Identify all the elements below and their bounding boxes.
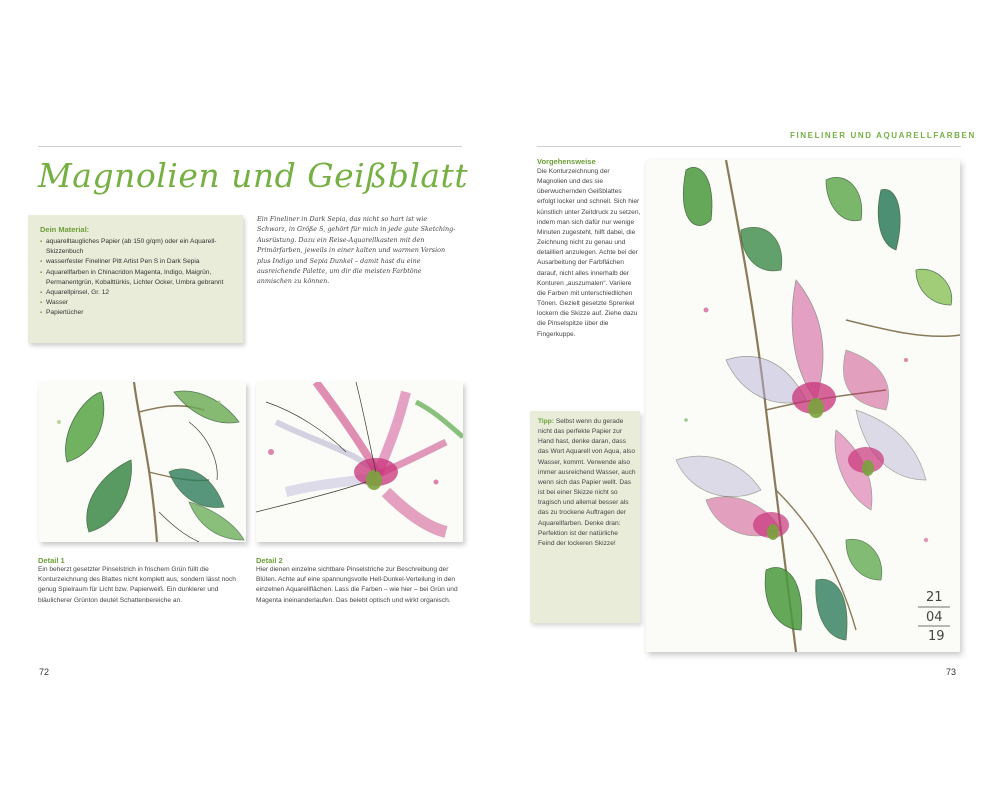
leaf-sketch-image — [39, 382, 246, 542]
detail2-illustration — [256, 382, 463, 542]
left-top-rule — [38, 146, 462, 147]
material-item: ▪ Wasser — [40, 298, 238, 308]
material-item: ▪ Aquarellpinsel, Gr. 12 — [40, 288, 238, 298]
magnolia-honeysuckle-painting — [646, 160, 960, 652]
page-number-right: 73 — [946, 667, 957, 677]
date-month: 04 — [926, 610, 943, 625]
page-number-left: 72 — [39, 667, 50, 677]
detail1-caption — [38, 556, 246, 606]
material-heading: Dein Material: — [40, 225, 90, 234]
detail2-text: Hier dienen einzelne sichtbare Pinselstriche zur Beschreibung der Blüten. Achte auf eine spannungsvolle Hell-Dunkel-Verteilung in den einzelnen Aquarellflächen. Lass die Farben – wie hier – bei Grün und Magenta ineinanderlaufen. Das belebt optisch und wirkt organisch. — [256, 566, 458, 604]
detail1-text: Ein beherzt gesetzter Pinselstrich in frischem Grün füllt die Konturzeichnung des Blattes nicht komplett aus, sondern lässt noch genug Spielraum für Licht bzw. Papierweiß. Ein dunklerer und bläulicherer Grünton deutet Schattenbereiche an. — [38, 566, 236, 604]
procedure-block — [537, 157, 641, 340]
magnolia-sketch-image — [256, 382, 463, 542]
material-item: ▪ aquarelltaugliches Papier (ab 150 g/qm) oder ein Aquarell-Skizzenbuch — [40, 237, 238, 257]
tip-label: Tipp: — [538, 418, 554, 425]
tip-text: Selbst wenn du gerade nicht das perfekte Papier zur Hand hast, denke daran, dass das Wort Aquarell von Aqua, also Wasser, kommt. Verwende also immer ausreichend Wasser, auch wenn sich das Papier wellt. Das ist bei einer Skizze nicht so tragisch und allemal besser als das zu trockene Auftragen der Aquarellfarben. Denke dran: Perfektion ist der natürliche Feind der lockeren Skizze! — [538, 418, 636, 547]
procedure-heading: Vorgehensweise — [537, 157, 596, 166]
tip-box — [530, 411, 640, 623]
material-item: ▪ Papiertücher — [40, 308, 238, 318]
date-year: 19 — [928, 629, 945, 644]
intro-text: Ein Fineliner in Dark Sepia, das nicht so hart ist wie Schwarz, in Größe S, gehört für mich in jede gute Sketching-Ausrüstung. Dazu ein Reise-Aquarellkasten mit den Primärfarben, jeweils in einer kalten und warmen Version plus Indigo und Sepia Dunkel – damit hast du eine ausreichende Palette, um dir die meisten Farbtöne anmischen zu können. — [257, 215, 456, 286]
material-list — [40, 237, 238, 319]
material-box — [28, 215, 243, 343]
detail1-heading: Detail 1 — [38, 556, 65, 565]
page-title: Magnolien und Geißblatt — [38, 156, 469, 195]
tip-content — [538, 417, 636, 549]
date-day: 21 — [926, 590, 943, 605]
detail2-caption — [256, 556, 464, 606]
material-item: ▪ Aquarellfarben in Chinacridon Magenta, Indigo, Maigrün, Permanentgrün, Kobalttürkis, Lichter Ocker, Umbra gebrannt — [40, 268, 238, 288]
procedure-text: Die Konturzeichnung der Magnolien und des sie überwuchernden Geißblattes erfolgt locker und schnell. Sich hier künstlich unter Zeitdruck zu setzen, indem man sich dafür nur wenige Minuten zugesteht, hilft dabei, die Zeichnung nicht zu genau und detailliert anzulegen. Achte bei der Ausarbeitung der Farbflächen darauf, nicht alles innerhalb der Konturen „auszumalen“. Variiere die Farben mit unterschiedlichen Tönen. Gezielt gesetzte Sprenkel lockern die Skizze auf. Ziehe dazu die Pinselspitze über die Fingerkuppe. — [537, 168, 641, 338]
detail2-heading: Detail 2 — [256, 556, 283, 565]
main-illustration — [646, 160, 960, 652]
detail1-illustration — [39, 382, 246, 542]
section-header: FINELINER UND AQUARELLFARBEN — [790, 131, 976, 140]
material-item: ▪ wasserfester Fineliner Pitt Artist Pen S in Dark Sepia — [40, 257, 238, 267]
right-top-rule — [537, 146, 961, 147]
